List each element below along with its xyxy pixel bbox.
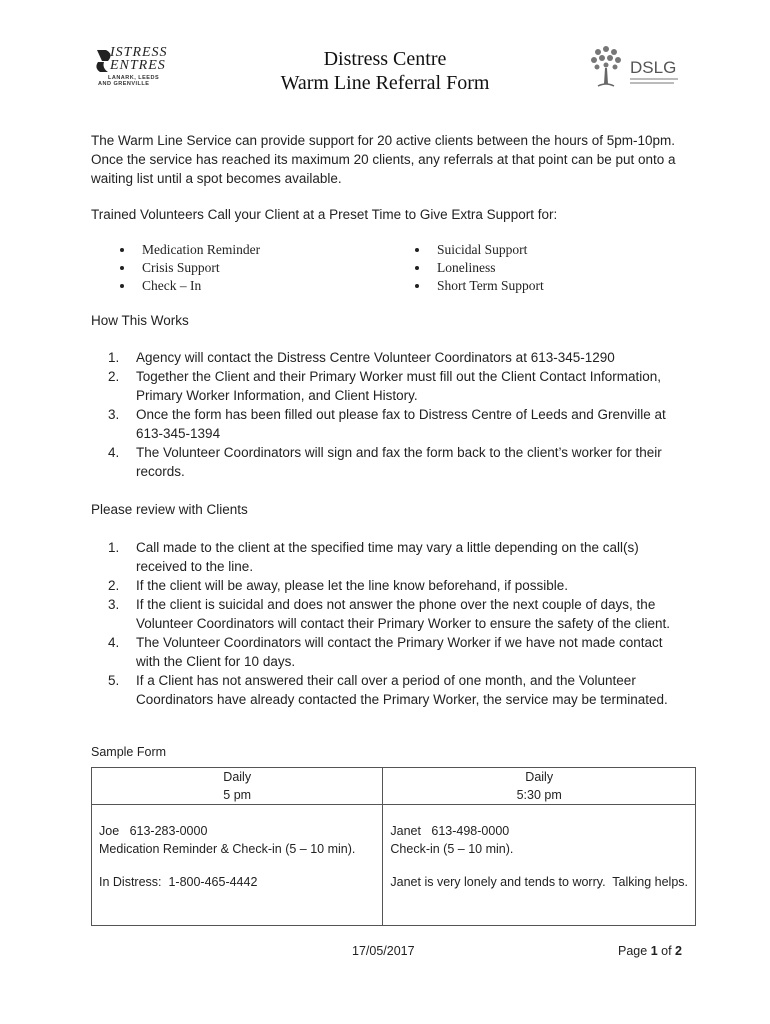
bullet-dot [120,248,124,252]
sample-form-table [91,767,696,926]
table-cell: Joe 613-283-0000 Medication Reminder & Check-in (5 – 10 min). In Distress: 1-800-465-4442 [92,805,383,926]
bullet-item: Crisis Support [120,259,380,277]
how-heading: How This Works [91,313,189,328]
list-item: 1. Agency will contact the Distress Centre Volunteer Coordinators at 613-345-1290 [108,350,615,365]
bullet-dot [120,284,124,288]
table-row [92,768,696,805]
how-steps-list [108,348,688,481]
distress-centres-logo [94,46,194,90]
footer-page-number: Page 1 of 2 [618,944,682,958]
bullet-dot [120,266,124,270]
title-line-2: Warm Line Referral Form [280,72,490,94]
bullet-list-left [120,241,380,295]
bullet-dot [415,266,419,270]
bullet-item: Medication Reminder [120,241,380,259]
bullet-list-right [415,241,675,295]
list-item: 3. If the client is suicidal and does not answer the phone over the next couple of days, the Volunteer Coordinators will contact their Primary Worker to ensure the safety of the client. [108,597,670,631]
list-item: 2. If the client will be away, please let the line know beforehand, if possible. [108,578,568,593]
intro-paragraph: The Warm Line Service can provide support for 20 active clients between the hours of 5pm-10pm. Once the service has reached its maximum 20 clients, any referrals at that point can be put onto a waiting list until a spot becomes available. [91,133,676,186]
logo-line-3: LANARK, LEEDS [108,75,160,81]
bullet-dot [415,284,419,288]
list-item: 3. Once the form has been filled out please fax to Distress Centre of Leeds and Grenville at 613-345-1394 [108,407,666,441]
list-item: 4. The Volunteer Coordinators will contact the Primary Worker if we have not made contact with the Client for 10 days. [108,635,663,669]
table-row [92,805,696,926]
support-heading: Trained Volunteers Call your Client at a Preset Time to Give Extra Support for: [91,207,558,222]
footer-date: 17/05/2017 [352,944,415,958]
dslg-wordmark: DSLG [630,58,677,77]
sample-heading: Sample Form [91,745,167,759]
list-item: 5. If a Client has not answered their call over a period of one month, and the Volunteer Coordinators have already contacted the Primary Worker, the service may be terminated. [108,673,668,707]
bullet-item: Loneliness [415,259,675,277]
review-heading: Please review with Clients [91,502,248,517]
bullet-item: Suicidal Support [415,241,675,259]
bullet-item: Check – In [120,277,380,295]
table-header-cell: Daily 5:30 pm [383,768,696,805]
logo-line-4: AND GRENVILLE [98,81,150,87]
dslg-tagline-line-1 [630,78,678,80]
dslg-logo [586,44,696,92]
table-header-cell: Daily 5 pm [92,768,383,805]
list-item: 1. Call made to the client at the specified time may vary a little depending on the call(s) received to the line. [108,540,639,574]
dslg-tagline-line-2 [630,82,674,84]
title-line-1: Distress Centre [323,48,447,70]
logo-line-1: ISTRESS [110,45,168,60]
document-title [230,47,540,95]
list-item: 2. Together the Client and their Primary Worker must fill out the Client Contact Information, Primary Worker Information, and Client History. [108,369,661,403]
bullet-dot [415,248,419,252]
table-cell: Janet 613-498-0000 Check-in (5 – 10 min). Janet is very lonely and tends to worry. Talking helps. [383,805,696,926]
tree-icon [586,44,630,92]
review-steps-list [108,538,688,709]
bullet-item: Short Term Support [415,277,675,295]
list-item: 4. The Volunteer Coordinators will sign and fax the form back to the client’s worker for their records. [108,445,662,479]
logo-line-2: ENTRES [110,58,166,73]
